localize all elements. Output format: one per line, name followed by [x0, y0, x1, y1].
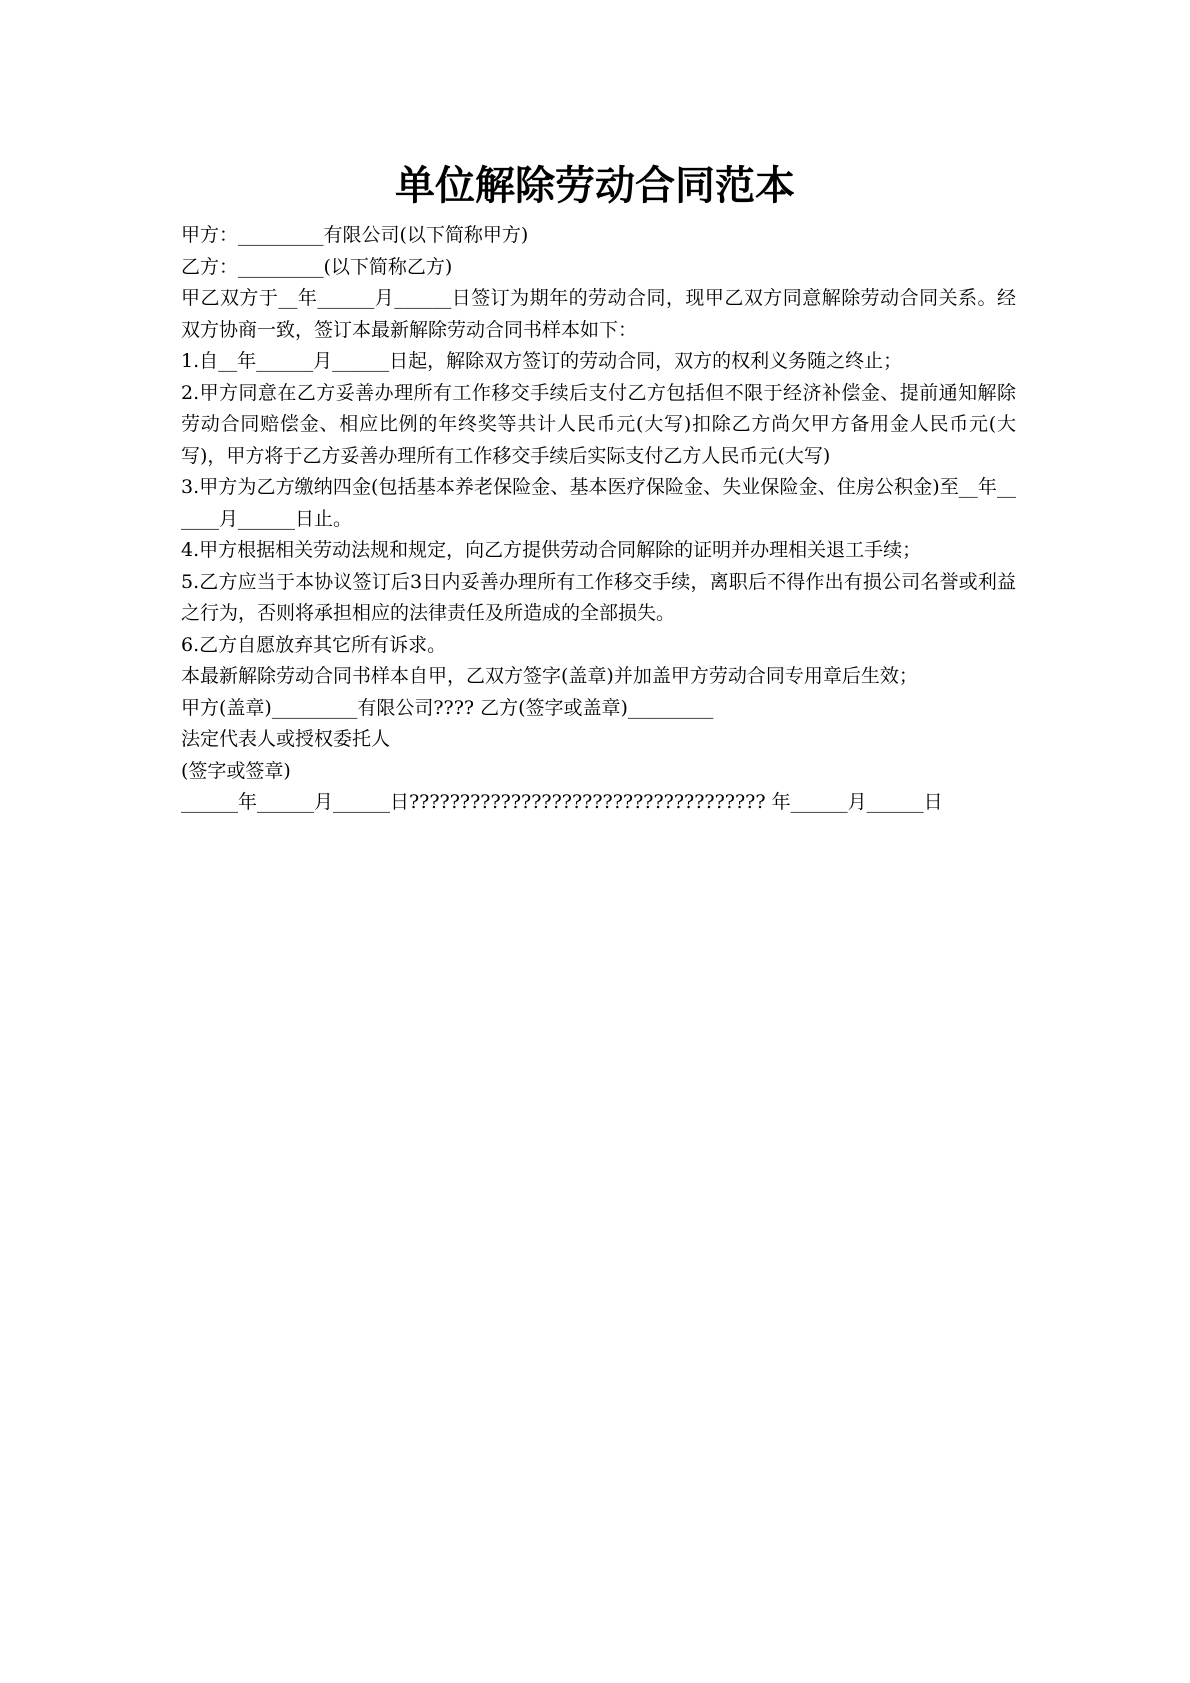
- clause-4: 4.甲方根据相关劳动法规和规定，向乙方提供劳动合同解除的证明并办理相关退工手续；: [181, 539, 922, 561]
- clause-1: 1.自__年______月______日起，解除双方签订的劳动合同，双方的权利义务随之终止；: [181, 350, 903, 372]
- sign-or-seal-line: (签字或签章): [181, 759, 291, 782]
- document-title: 单位解除劳动合同范本: [395, 162, 795, 209]
- clause-2: 2.甲方同意在乙方妥善办理所有工作移交手续后支付乙方包括但不限于经济补偿金、提前通知解除劳动合同赔偿金、相应比例的年终奖等共计人民币元(大写)扣除乙方尚欠甲方备用金人民币元(大写)，甲方将于乙方妥善办理所有工作移交手续后实际支付乙方人民币元(大写): [181, 381, 1016, 467]
- party-a-line: 甲方：_________有限公司(以下简称甲方): [181, 224, 529, 246]
- clause-5: 5.乙方应当于本协议签订后3日内妥善办理所有工作移交手续，离职后不得作出有损公司名誉或利益之行为，否则将承担相应的法律责任及所造成的全部损失。: [181, 570, 1016, 624]
- effective-clause: 本最新解除劳动合同书样本自甲，乙双方签字(盖章)并加盖甲方劳动合同专用章后生效；: [181, 665, 918, 687]
- date-line: ______年______月______日??????????????????????????????????? 年______月______日: [181, 791, 943, 813]
- legal-representative-line: 法定代表人或授权委托人: [181, 728, 391, 750]
- clause-6: 6.乙方自愿放弃其它所有诉求。: [181, 633, 447, 656]
- intro-paragraph: 甲乙双方于__年______月______日签订为期年的劳动合同，现甲乙双方同意解除劳动合同关系。经双方协商一致，签订本最新解除劳动合同书样本如下：: [181, 287, 1016, 341]
- signature-line: 甲方(盖章)_________有限公司???? 乙方(签字或盖章)_________: [181, 696, 714, 719]
- clause-3: 3.甲方为乙方缴纳四金(包括基本养老保险金、基本医疗保险金、失业保险金、住房公积金)至__年______月______日止。: [181, 476, 1016, 530]
- party-b-line: 乙方：_________(以下简称乙方): [181, 255, 453, 278]
- document-body: [181, 220, 1016, 819]
